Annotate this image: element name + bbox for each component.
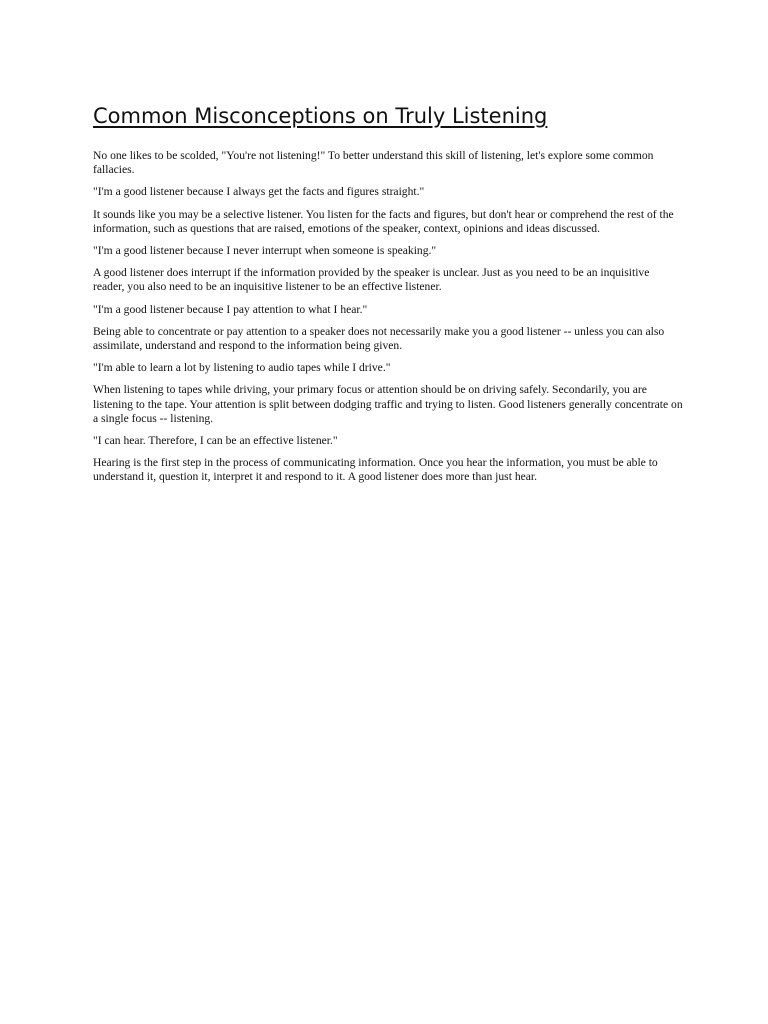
paragraph-misconception-hearing: "I can hear. Therefore, I can be an effective listener." — [93, 434, 338, 448]
paragraph-intro: No one likes to be scolded, "You're not listening!" To better understand this skill of listening, let's explore some common fallacies. — [93, 149, 654, 177]
paragraph-response-facts: It sounds like you may be a selective listener. You listen for the facts and figures, but don't hear or comprehend the rest of the information, such as questions that are raised, emotions of the speaker, context, opinions and ideas discussed. — [93, 207, 674, 235]
paragraph-misconception-tapes: "I'm able to learn a lot by listening to audio tapes while I drive." — [93, 361, 391, 375]
document-title: Common Misconceptions on Truly Listening — [93, 104, 548, 128]
paragraph-misconception-interrupt: "I'm a good listener because I never interrupt when someone is speaking." — [93, 244, 437, 258]
document-body — [93, 101, 683, 493]
paragraph-misconception-attention: "I'm a good listener because I pay attention to what I hear." — [93, 302, 368, 316]
paragraph-response-attention: Being able to concentrate or pay attention to a speaker does not necessarily make you a good listener -- unless you can also assimilate, understand and respond to the information being given. — [93, 324, 665, 353]
paragraph-response-tapes: When listening to tapes while driving, your primary focus or attention should be on driving safely. Secondarily, you are listening to the tape. Your attention is split between dodging traffic and trying to listen. Good listeners generally concentrate on a single focus -- listening. — [93, 383, 683, 425]
paragraph-misconception-facts: "I'm a good listener because I always get the facts and figures straight." — [93, 185, 425, 199]
paragraph-response-hearing: Hearing is the first step in the process of communicating information. Once you hear the information, you must be able to understand it, question it, interpret it and respond to it. A good listener does more than just hear. — [93, 456, 658, 484]
paragraph-response-interrupt: A good listener does interrupt if the information provided by the speaker is unclear. Just as you need to be an inquisitive reader, you also need to be an inquisitive listener to be an effective listener. — [93, 266, 650, 294]
